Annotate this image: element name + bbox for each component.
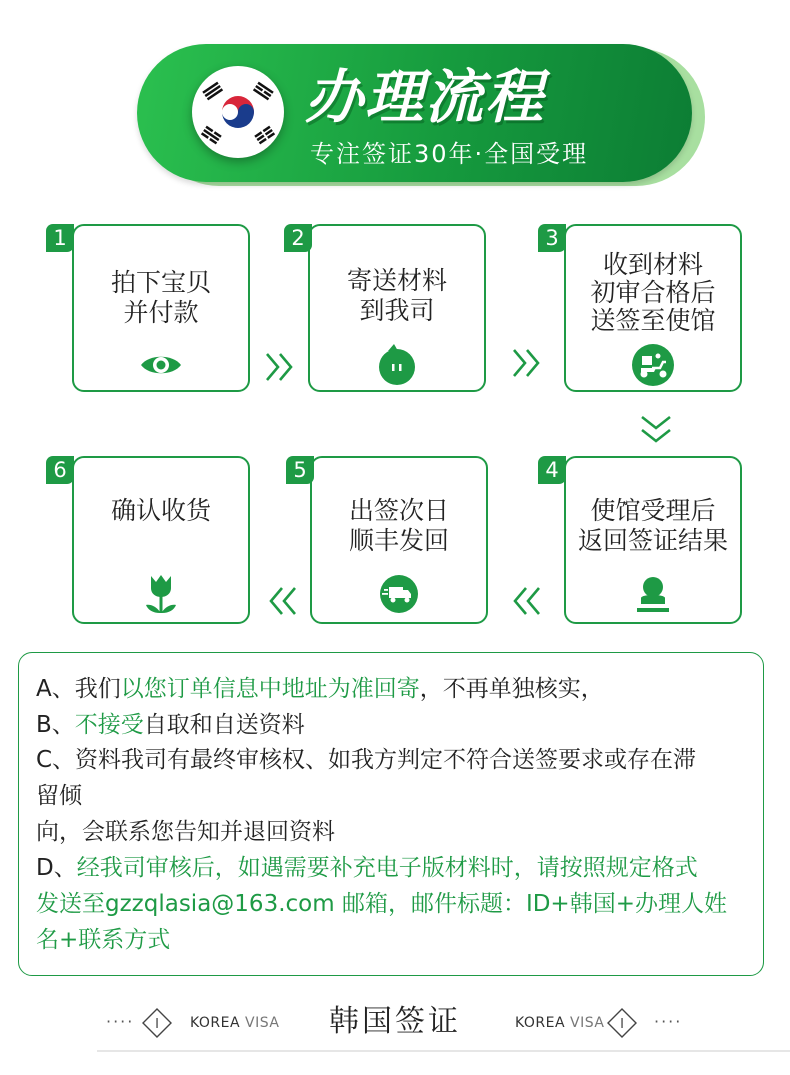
- step-card-3: [564, 224, 742, 392]
- step-6-number: 6: [46, 456, 74, 484]
- double-chevron-left-icon: [265, 584, 299, 618]
- note-d-line3: 名+联系方式: [36, 927, 171, 953]
- note-a-prefix: A、我们: [36, 676, 121, 702]
- delivery-scooter-icon: [630, 342, 676, 388]
- note-c-line2: 留倾: [36, 783, 82, 809]
- footer-divider: [97, 1050, 790, 1052]
- step-3-line3: 送签至使馆: [590, 306, 716, 335]
- step-card-4: [564, 456, 742, 624]
- step-4-line1: 使馆受理后: [590, 496, 716, 525]
- tulip-icon: [138, 572, 184, 618]
- diamond-right-icon: [607, 1008, 637, 1038]
- step-5-line1: 出签次日: [348, 496, 449, 525]
- diamond-left-mark: I: [155, 1017, 159, 1032]
- chat-bubble-icon: [374, 342, 420, 388]
- note-a: [36, 674, 604, 704]
- footer-dots-right: ····: [654, 1012, 683, 1031]
- note-b-prefix: B、: [36, 712, 75, 738]
- step-card-1: [72, 224, 250, 392]
- step-3-line2: 初审合格后: [590, 278, 716, 307]
- step-2-line1: 寄送材料: [346, 266, 447, 295]
- step-5-line2: 顺丰发回: [348, 526, 449, 555]
- double-chevron-right-icon: [510, 346, 544, 380]
- note-d-line2: 发送至gzzqlasia@163.com 邮箱，邮件标题：ID+韩国+办理人姓: [36, 891, 727, 917]
- note-a-highlight: 以您订单信息中地址为准回寄: [120, 676, 420, 702]
- footer-label-left: [190, 1015, 279, 1031]
- step-2-line2: 到我司: [359, 296, 435, 325]
- step-3-line1: 收到材料: [602, 250, 703, 279]
- diamond-left-icon: [142, 1008, 172, 1038]
- step-1-line1: 拍下宝贝: [110, 268, 211, 297]
- page-title: 办理流程: [305, 63, 546, 131]
- note-c-line1: C、资料我司有最终审核权、如我方判定不符合送签要求或存在滞: [36, 747, 697, 773]
- footer-dots-left: ····: [106, 1012, 135, 1031]
- note-d-highlight: 经我司审核后，如遇需要补充电子版材料时，请按照规定格式: [76, 855, 698, 881]
- note-c-line3: 向，会联系您告知并退回资料: [36, 819, 335, 845]
- diamond-right-mark: I: [620, 1017, 624, 1032]
- step-5-number: 5: [286, 456, 314, 484]
- step-4-line2: 返回签证结果: [577, 526, 728, 555]
- note-b-suffix: 自取和自送资料: [143, 712, 305, 738]
- note-a-suffix: ，不再单独核实，: [419, 676, 604, 702]
- double-chevron-left-icon: [509, 584, 543, 618]
- double-chevron-right-icon: [263, 350, 297, 384]
- footer-korea-right: KOREA: [515, 1015, 566, 1031]
- page-subtitle: 专注签证30年·全国受理: [310, 140, 589, 168]
- double-chevron-down-icon: [639, 413, 673, 447]
- footer-title: 韩国签证: [329, 1004, 461, 1039]
- step-3-number: 3: [538, 224, 566, 252]
- note-d-line1: [36, 853, 698, 883]
- note-d-prefix: D、: [36, 855, 77, 881]
- footer-label-right: [515, 1015, 604, 1031]
- delivery-truck-icon: [376, 571, 422, 617]
- footer-korea-left: KOREA: [190, 1015, 241, 1031]
- step-card-6: [72, 456, 250, 624]
- note-b: [36, 710, 305, 740]
- step-1-number: 1: [46, 224, 74, 252]
- stamp-icon: [630, 572, 676, 618]
- step-card-2: [308, 224, 486, 392]
- eye-icon: [138, 342, 184, 388]
- footer-visa-right: VISA: [570, 1015, 605, 1031]
- step-6-line1: 确认收货: [110, 496, 211, 525]
- step-2-number: 2: [284, 224, 312, 252]
- step-card-5: [310, 456, 488, 624]
- step-4-number: 4: [538, 456, 566, 484]
- korea-flag-icon: [192, 66, 284, 158]
- note-b-highlight: 不接受: [74, 712, 144, 738]
- footer-visa-left: VISA: [245, 1015, 280, 1031]
- step-1-line2: 并付款: [123, 298, 199, 327]
